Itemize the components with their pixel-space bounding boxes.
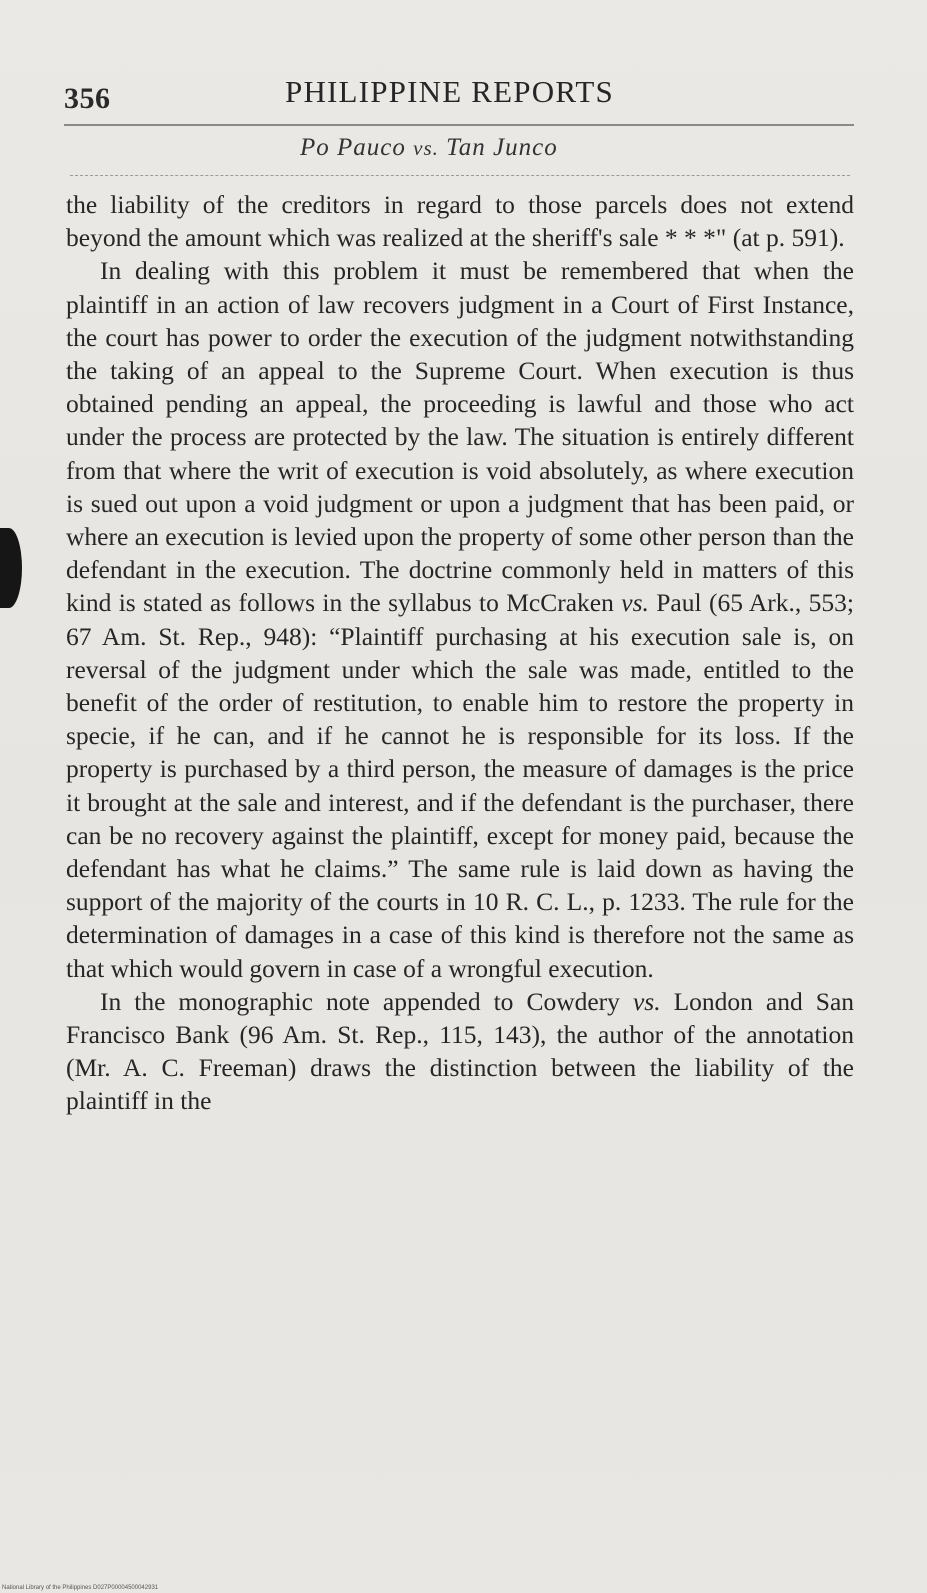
header-rule <box>64 124 854 126</box>
paragraph-1: the liability of the creditors in regard to those parcels does not extend beyond the amount which was realized at the sheriff's sale * * *" (at p. 591). <box>66 190 854 253</box>
paragraph-2 <box>66 254 854 984</box>
case-title-vs: vs. <box>413 136 439 160</box>
case-title-left: Po Pauco <box>300 134 406 161</box>
paragraph-3 <box>66 985 854 1118</box>
paragraph-2-vs: vs. <box>621 588 649 618</box>
paragraph-3-part-a: In the monographic note appended to Cowdery <box>100 986 620 1016</box>
paragraph-2-part-b: Paul (65 Ark., 553; 67 Am. St. Rep., 948): “Plaintiff purchasing at his execution sale is, on reversal of the judgment under which the sale was made, entitled to the benefit of the order of restitution, to enable him to restore the property in specie, if he can, and if he cannot he is responsible for its loss. If the property is purchased by a third person, the measure of damages is the price it brought at the sale and interest, and if the defendant is the purchaser, there can be no recovery against the plaintiff, except for money paid, because the defendant has what he claims.” The same rule is laid down as having the support of the majority of the courts in 10 R. C. L., p. 1233. The rule for the determination of damages in a case of this kind is therefore not the same as that which would govern in case of a wrongful execution. <box>66 588 855 983</box>
paragraph-3-part-b: London and San Francisco Bank (96 Am. St. Rep., 115, 143), the author of the annotation (Mr. A. C. Freeman) draws the distinction between the liability of the plaintiff in the <box>66 986 855 1116</box>
case-title-rule <box>70 175 850 176</box>
paragraph-2-part-a: In dealing with this problem it must be remembered that when the plaintiff in an action of law recovers judgment in a Court of First Instance, the court has power to order the execution of the judgment notwithstanding the taking of an appeal to the Supreme Court. When execution is thus obtained pending an appeal, the proceeding is lawful and those who act under the process are protected by the law. The situation is entirely different from that where the writ of execution is void absolutely, as where execution is sued out upon a void judgment or upon a judgment that has been paid, or where an execution is levied upon the property of some other person than the defendant in the execution. The doctrine commonly held in matters of this kind is stated as follows in the syllabus to McCraken <box>66 256 854 618</box>
case-title-right: Tan Junco <box>446 134 558 161</box>
running-head: PHILIPPINE REPORTS <box>285 74 614 109</box>
body-text <box>66 188 854 1118</box>
scan-caption: National Library of the Philippines D027P00004500042931 <box>2 1585 159 1591</box>
case-title <box>300 134 558 162</box>
binding-mark <box>0 528 22 608</box>
paragraph-3-vs: vs. <box>632 986 661 1016</box>
page-number: 356 <box>64 82 111 115</box>
